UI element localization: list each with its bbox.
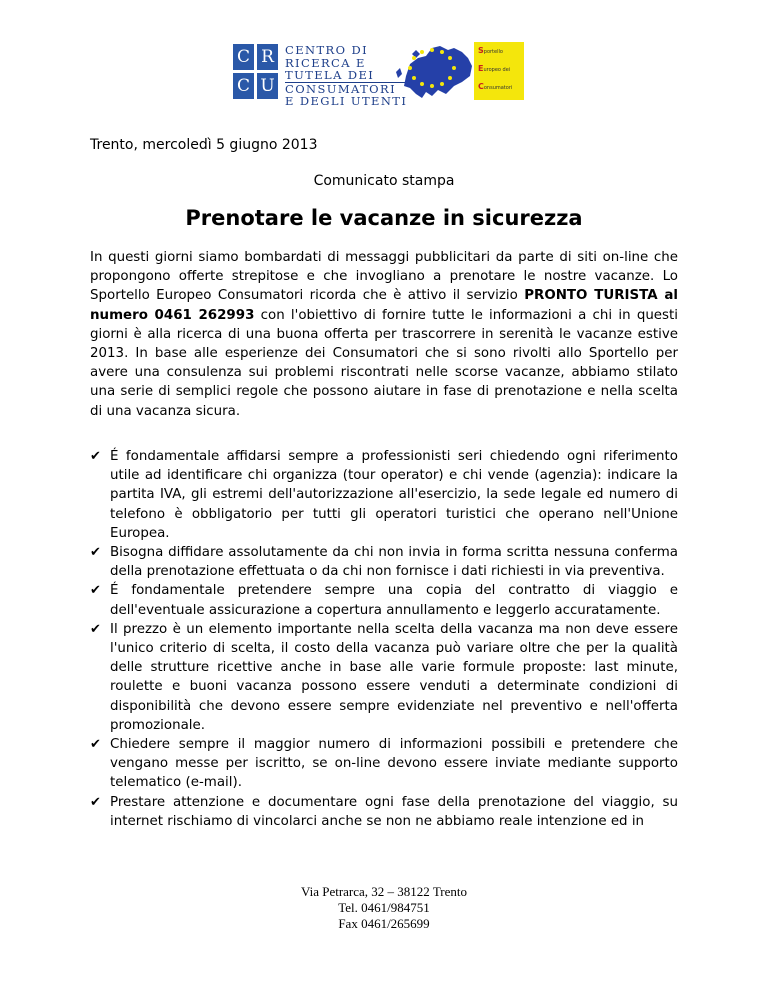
checkmark-icon: ✔ <box>90 545 101 561</box>
pronto-turista-highlight: PRONTO TURISTA al numero 0461 262993 <box>90 288 678 323</box>
checkmark-icon: ✔ <box>90 737 101 753</box>
rule-item <box>90 447 678 543</box>
footer-phone: Tel. 0461/984751 <box>338 900 430 915</box>
crcu-monogram <box>233 44 279 100</box>
checkmark-icon: ✔ <box>90 794 101 810</box>
checkmark-icon: ✔ <box>90 583 101 599</box>
crcu-line: TUTELA DEI <box>285 68 375 82</box>
document-title: Prenotare le vacanze in sicurezza <box>185 206 583 230</box>
rule-text: Bisogna diffidare assolutamente da chi non invia in forma scritta nessuna conferma della prenotazione effettuata o da chi non fornisce i dati richiesti in via preventiva. <box>110 545 678 580</box>
checkmark-icon: ✔ <box>90 449 101 464</box>
rule-text: Il prezzo è un elemento importante nella scelta della vacanza ma non deve essere l'unico criterio di scelta, il costo della vacanza può variare oltre che per la qualità delle strutture ricettive anche in base alle varie formule proposte: last minute, roulette e buoni vacanza possono essere venduti a determinate condizioni di disponibilità che devono essere sempre evidenziate nel preventivo e nell'offerta promozionale. <box>110 621 678 733</box>
rule-item <box>90 581 678 619</box>
intro-text: con l'obiettivo di fornire tutte le informazioni a chi in questi giorni è alla ricerca di una buona offerta per trascorrere in serenità le vacanze estive 2013. In base alle esperienze dei Consumatori che si sono rivolti allo Sportello per avere una consulenza sui problemi riscontrati nelle scorse vacanze, abbiamo stilato una serie di semplici regole che possono aiutare in fase di prenotazione e nella scelta di una vacanza sicura. <box>90 307 678 419</box>
sec-logo-line: Consumatori <box>478 82 513 91</box>
footer <box>0 884 768 932</box>
crcu-letter: C <box>233 44 254 70</box>
footer-address: Via Petrarca, 32 – 38122 Trento <box>300 884 468 899</box>
crcu-line: RICERCA E <box>285 55 366 70</box>
rule-item <box>90 735 678 793</box>
footer-fax: Fax 0461/265699 <box>338 916 430 931</box>
rule-item <box>90 620 678 735</box>
rules-list <box>90 447 678 831</box>
document-subtitle: Comunicato stampa <box>313 173 455 189</box>
crcu-line: E DEGLI UTENTI <box>285 94 408 108</box>
sec-logo-box <box>474 42 524 100</box>
rule-text: É fondamentale affidarsi sempre a professionisti seri chiedendo ogni riferimento utile ad identificare chi organizza (tour operator) e chi vende (agenzia): indicare la partita IVA, gli estremi dell'autorizzazione all'esercizio, la sede legale ed numero di telefono è obbligatorio per tutti gli operatori turistici che operano nell'Unione Europea. <box>110 449 678 541</box>
crcu-line: CONSUMATORI <box>285 82 407 96</box>
rule-text: Prestare attenzione e documentare ogni fase della prenotazione del viaggio, su internet rischiamo di vincolarci anche se non ne abbiamo reale intenzione ed in <box>110 794 678 829</box>
checkmark-icon: ✔ <box>90 621 101 637</box>
intro-paragraph <box>90 248 678 421</box>
sec-logo-line: Sportello <box>478 46 503 55</box>
intro-text: In questi giorni siamo bombardati di messaggi pubblicitari da parte di siti on-line che propongono offerte strepitose e che invogliano a prenotare le nostre vacanze. Lo Sportello Europeo Consumatori ricorda che è attivo il servizio <box>90 250 678 304</box>
rule-item <box>90 543 678 581</box>
crcu-letter: C <box>233 73 254 99</box>
rule-text: Chiedere sempre il maggior numero di informazioni possibili e pretendere che vengano messe per iscritto, se on-line devono essere inviate mediante supporto telematico (e-mail). <box>110 737 678 791</box>
crcu-line: CENTRO DI <box>285 43 369 57</box>
rule-text: É fondamentale pretendere sempre una copia del contratto di viaggio e dell'eventuale assicurazione a copertura annullamento e leggerlo accuratamente. <box>110 583 678 618</box>
rule-item <box>90 793 678 831</box>
sec-logo <box>388 42 523 102</box>
europe-map-icon <box>388 42 476 102</box>
sec-logo-line: Europeo dei <box>478 64 511 73</box>
crcu-letter: U <box>257 73 278 99</box>
crcu-logo <box>233 43 408 108</box>
crcu-letter: R <box>257 44 278 70</box>
document-date: Trento, mercoledì 5 giugno 2013 <box>90 137 318 153</box>
